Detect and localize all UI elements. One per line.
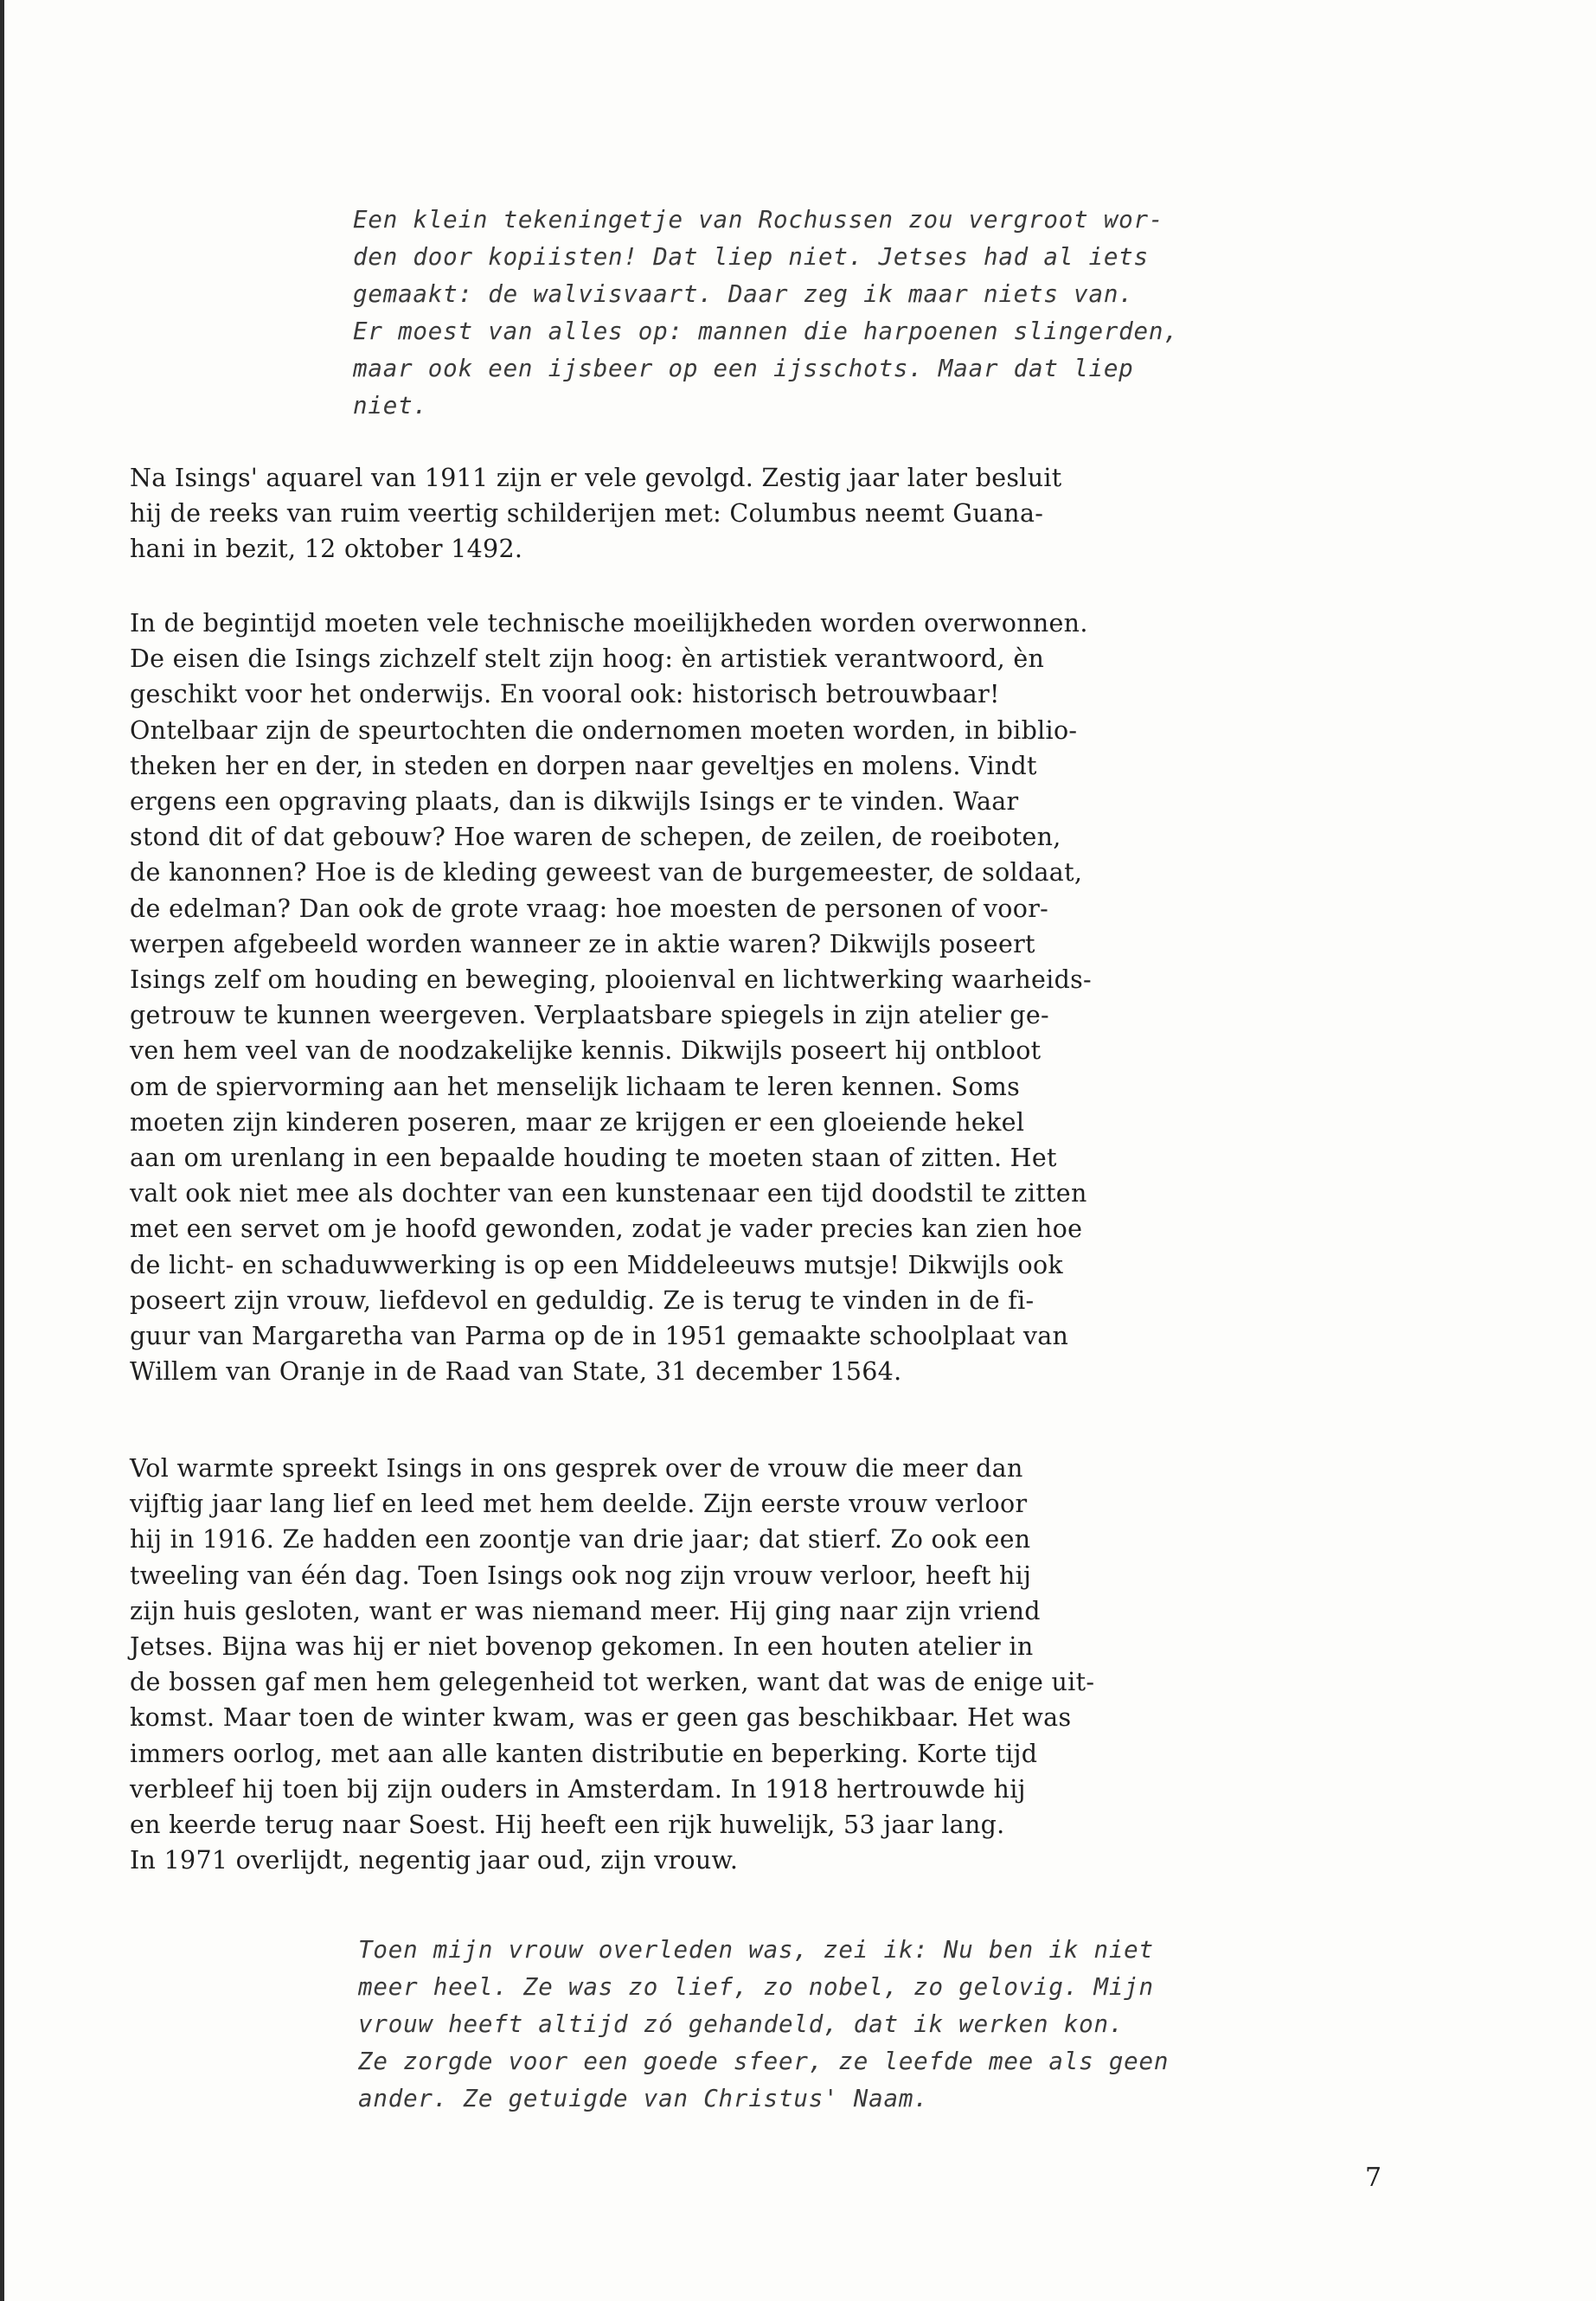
paragraph-2: In de begintijd moeten vele technische moeilijkheden worden overwonnen. De eisen die Isings zichzelf stelt zijn hoog: èn artistiek verantwoord, èn geschikt voor het onderwijs. En vooral ook: historisch betrouwbaar! Ontelbaar zijn de speurtochten die ondernomen moeten worden, in biblio- theken her en der, in steden en dorpen naar geveltjes en molens. Vindt ergens een opgraving plaats, dan is dikwijls Isings er te vinden. Waar stond dit of dat gebouw? Hoe waren de schepen, de zeilen, de roeiboten, de kanonnen? Hoe is de kleding geweest van de burgemeester, de soldaat, de edelman? Dan ook de grote vraag: hoe moesten de personen of voor- werpen afgebeeld worden wanneer ze in aktie waren? Dikwijls poseert Isings zelf om houding en beweging, plooienval en lichtwerking waarheids- getrouw te kunnen weergeven. Verplaatsbare spiegels in zijn atelier ge- ven hem veel van de noodzakelijke kennis. Dikwijls poseert hij ontbloot om de spiervorming aan het menselijk lichaam te leren kennen. Soms moeten zijn kinderen poseren, maar ze krijgen er een gloeiende hekel aan om urenlang in een bepaalde houding te moeten staan of zitten. Het valt ook niet mee als dochter van een kunstenaar een tijd doodstil te zitten met een servet om je hoofd gewonden, zodat je vader precies kan zien hoe de licht- en schaduwwerking is op een Middeleeuws mutsje! Dikwijls ook poseert zijn vrouw, liefdevol en geduldig. Ze is terug te vinden in de fi- guur van Margaretha van Parma op de in 1951 gemaakte schoolplaat van Willem van Oranje in de Raad van State, 31 december 1564. (130, 609, 1092, 1387)
scan-edge (0, 0, 4, 2301)
page-number: 7 (1365, 2163, 1382, 2193)
quote-bottom: Toen mijn vrouw overleden was, zei ik: Nu ben ik niet meer heel. Ze was zo lief, zo nobel, zo gelovig. Mijn vrouw heeft altijd zó gehandeld, dat ik werken kon. Ze zorgde voor een goede sfeer, ze leefde mee als geen ander. Ze getuigde van Christus' Naam. (358, 1936, 1170, 2112)
quote-top: Een klein tekeningetje van Rochussen zou vergroot wor- den door kopiisten! Dat liep niet. Jetses had al iets gemaakt: de walvisvaart. Daar zeg ik maar niets van. Er moest van alles op: mannen die harpoenen slingerden, maar ook een ijsbeer op een ijsschots. Maar dat liep niet. (353, 206, 1179, 420)
paragraph-3: Vol warmte spreekt Isings in ons gesprek over de vrouw die meer dan vijftig jaar lang lief en leed met hem deelde. Zijn eerste vrouw verloor hij in 1916. Ze hadden een zoontje van drie jaar; dat stierf. Zo ook een tweeling van één dag. Toen Isings ook nog zijn vrouw verloor, heeft hij zijn huis gesloten, want er was niemand meer. Hij ging naar zijn vriend Jetses. Bijna was hij er niet bovenop gekomen. In een houten atelier in de bossen gaf men hem gelegenheid tot werken, want dat was de enige uit- komst. Maar toen de winter kwam, was er geen gas beschikbaar. Het was immers oorlog, met aan alle kanten distributie en beperking. Korte tijd verbleef hij toen bij zijn ouders in Amsterdam. In 1918 hertrouwde hij en keerde terug naar Soest. Hij heeft een rijk huwelijk, 53 jaar lang. In 1971 overlijdt, negentig jaar oud, zijn vrouw. (130, 1454, 1095, 1875)
paragraph-1: Na Isings' aquarel van 1911 zijn er vele gevolgd. Zestig jaar later besluit hij de reeks van ruim veertig schilderijen met: Columbus neemt Guana- hani in bezit, 12 oktober 1492. (130, 464, 1062, 564)
